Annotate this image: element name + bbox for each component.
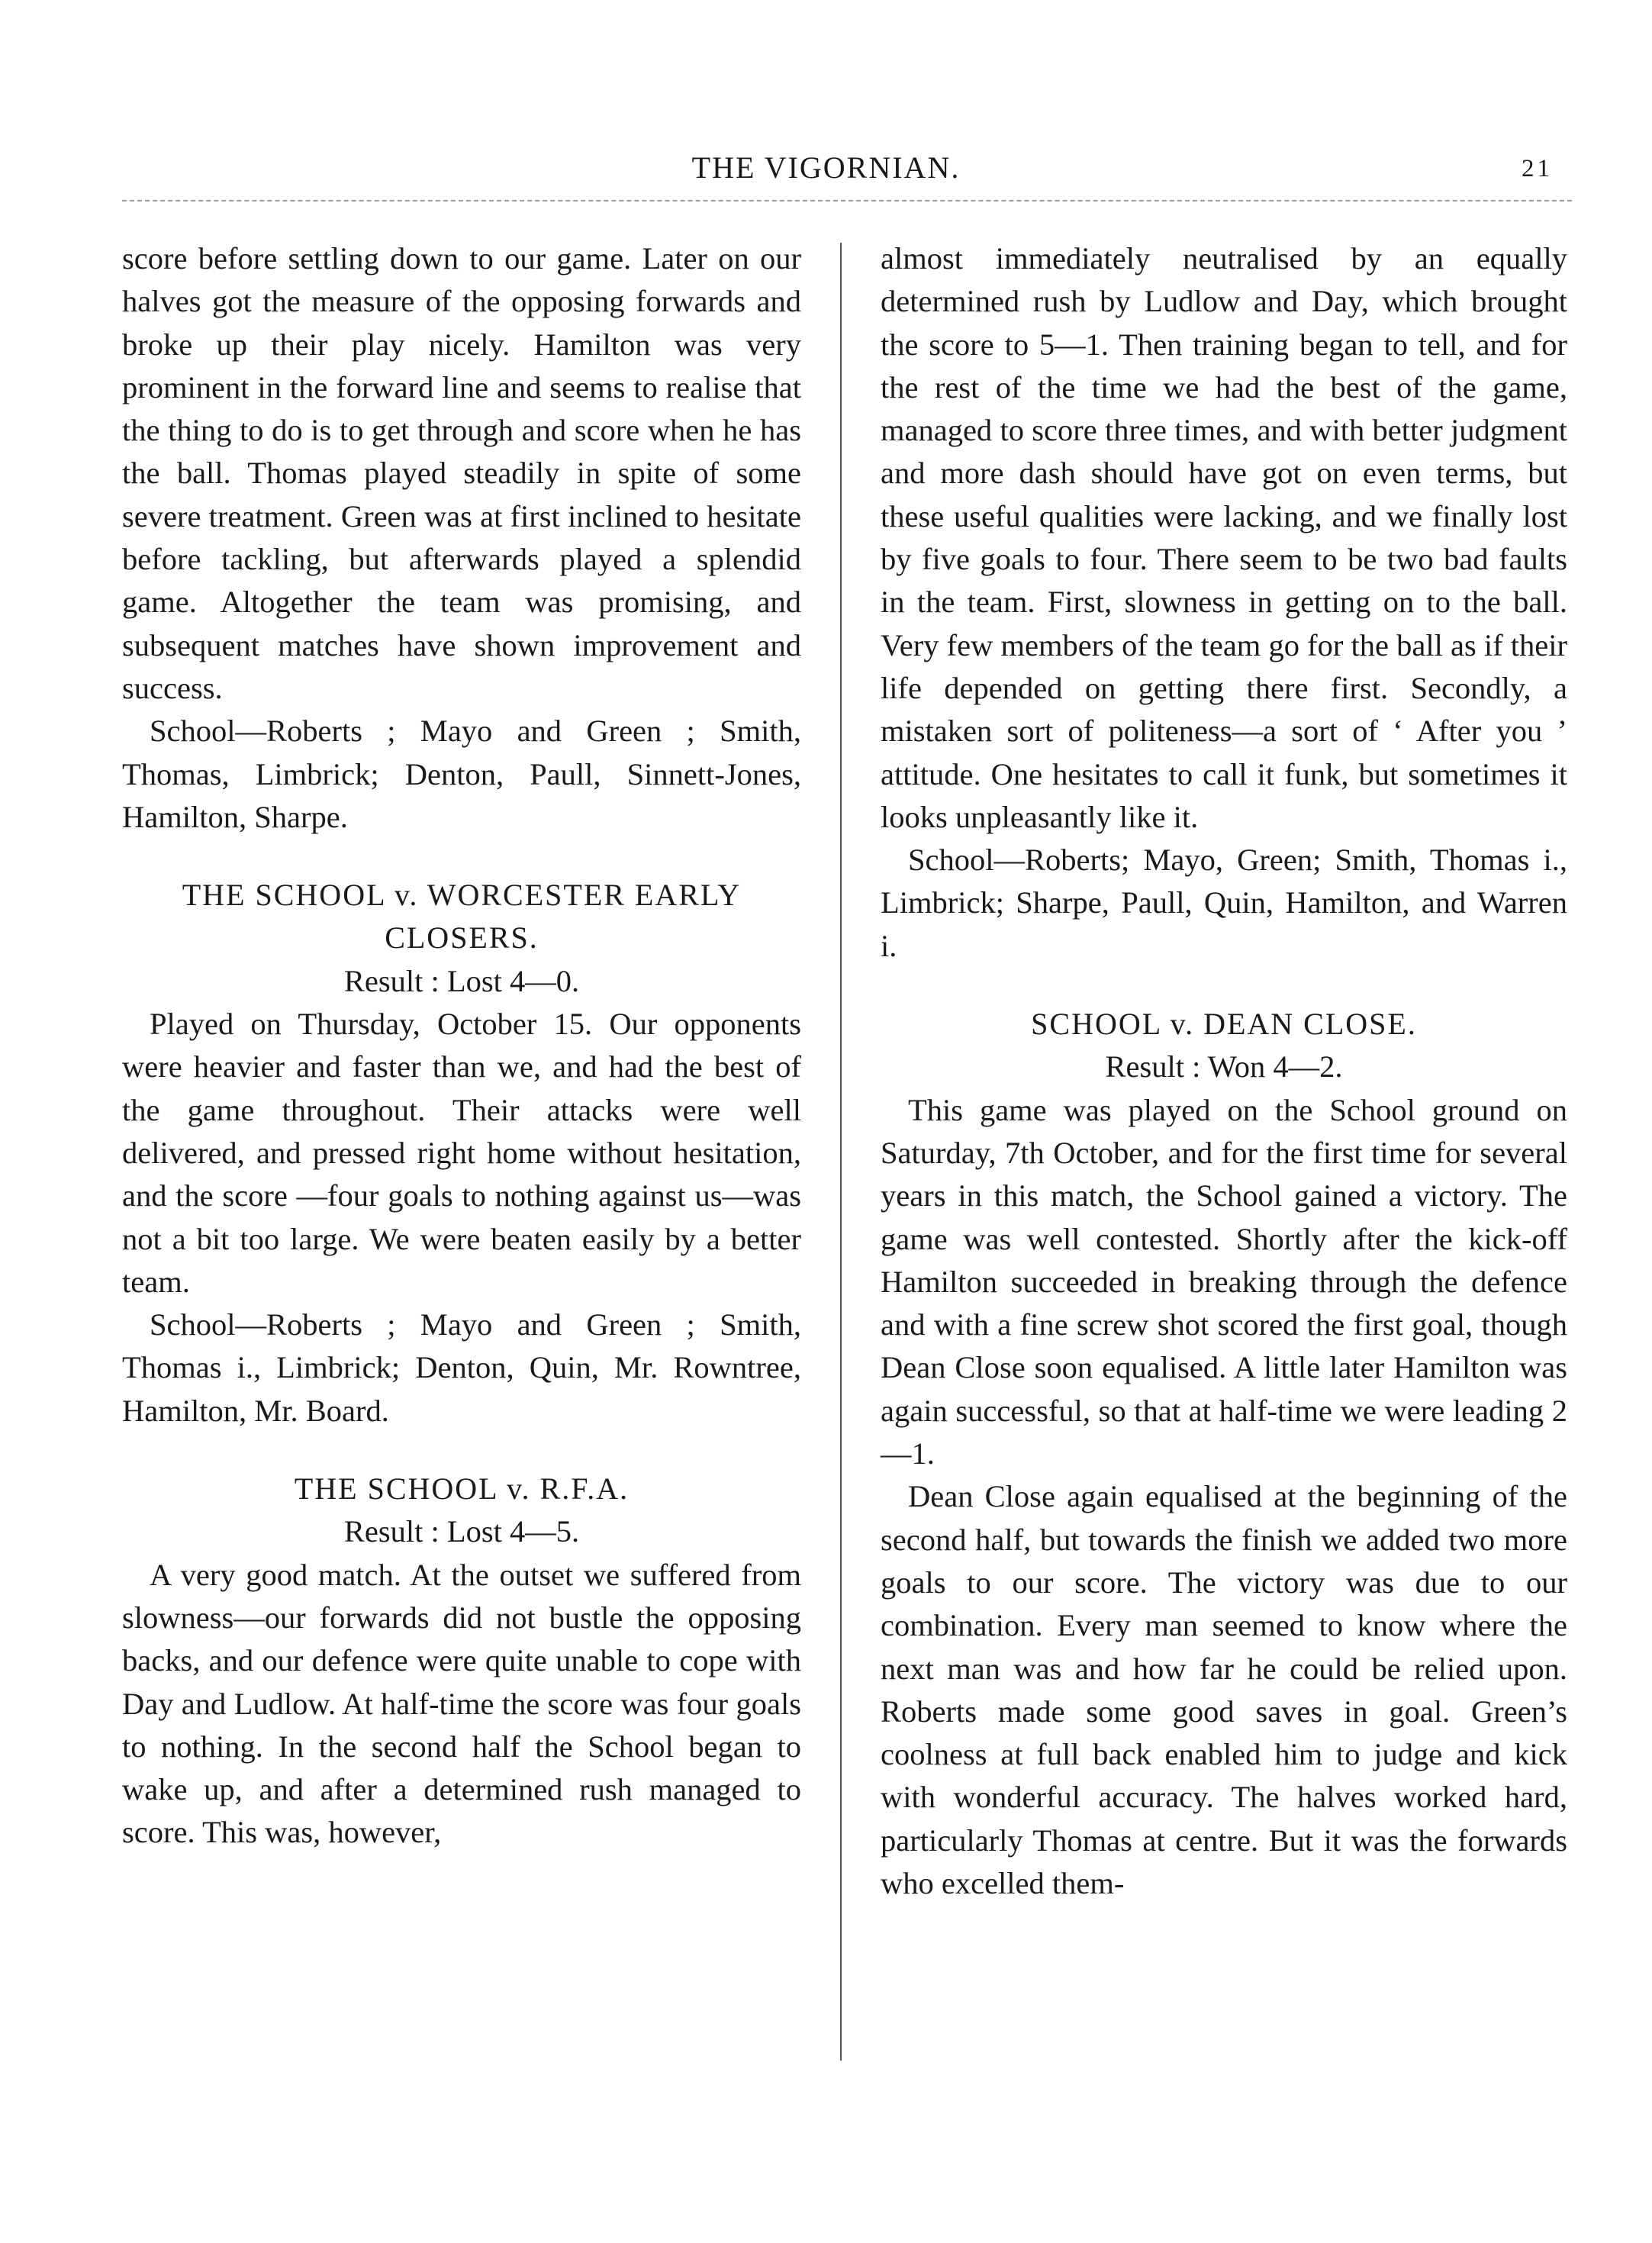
- paragraph: Played on Thursday, October 15. Our opponents were heavier and faster than we, and had the best of the game throughout. Their attacks were well delivered, and pressed right home without hesitation, and the score —four goals to nothing against us—was not a bit too large. We were beaten easily by a better team.: [122, 1007, 801, 1299]
- match-result: Result : Lost 4—0.: [343, 963, 580, 998]
- paragraph: almost immediately neutralised by an equally determined rush by Ludlow and Day, which brought the score to 5—1. Then training began to tell, and for the rest of the time we had the best of the game, managed to score three times, and with better judgment and more dash should have got on even terms, but these useful qualities were lacking, and we finally lost by five goals to four. There seem to be two bad faults in the team. First, slowness in getting on to the ball. Very few members of the team go for the ball as if their life depended on getting there first. Secondly, a mistaken sort of politeness—a sort of ‘ After you ’ attitude. One hesitates to call it funk, but sometimes it looks unpleasantly like it.: [881, 241, 1567, 834]
- paragraph: A very good match. At the outset we suffered from slowness—our forwards did not bustle the opposing backs, and our defence were quite unable to cope with Day and Ludlow. At half-time the score was four goals to nothing. In the second half the School began to wake up, and after a determined rush managed to score. This was, however,: [122, 1557, 801, 1850]
- team-list: School—Roberts ; Mayo and Green ; Smith, Thomas, Limbrick; Denton, Paull, Sinnett-Jones, Hamilton, Sharpe.: [122, 714, 801, 834]
- column-divider: [840, 243, 842, 2061]
- team-list: School—Roberts ; Mayo and Green ; Smith, Thomas i., Limbrick; Denton, Quin, Mr. Rowntree, Hamilton, Mr. Board.: [122, 1307, 801, 1428]
- header-rule: [122, 200, 1572, 201]
- match-heading: THE SCHOOL v. WORCESTER EARLY CLOSERS.: [182, 878, 742, 956]
- left-column: [122, 237, 801, 1855]
- paragraph: score before settling down to our game. Later on our halves got the measure of the opposing forwards and broke up their play nicely. Hamilton was very prominent in the forward line and seems to realise that the thing to do is to get through and score when he has the ball. Thomas played steadily in spite of some severe treatment. Green was at first inclined to hesitate before tackling, but afterwards played a splendid game. Altogether the team was promising, and subsequent matches have shown improvement and success.: [122, 241, 801, 705]
- right-column: [881, 237, 1567, 1905]
- match-heading: SCHOOL v. DEAN CLOSE.: [1031, 1007, 1417, 1042]
- match-heading: THE SCHOOL v. R.F.A.: [294, 1471, 630, 1507]
- match-result: Result : Won 4—2.: [1105, 1049, 1343, 1084]
- page-number: 21: [1522, 155, 1553, 182]
- team-list: School—Roberts; Mayo, Green; Smith, Thomas i., Limbrick; Sharpe, Paull, Quin, Hamilton, and Warren i.: [881, 843, 1567, 963]
- paragraph: Dean Close again equalised at the beginning of the second half, but towards the finish we added two more goals to our score. The victory was due to our combination. Every man seemed to know where the next man was and how far he could be relied upon. Roberts made some good saves in goal. Green’s coolness at full back enabled him to judge and kick with wonderful accuracy. The halves worked hard, particularly Thomas at centre. But it was the forwards who excelled them-: [881, 1479, 1567, 1900]
- paragraph: This game was played on the School ground on Saturday, 7th October, and for the first time for several years in this match, the School gained a victory. The game was well contested. Shortly after the kick-off Hamilton succeeded in breaking through the defence and with a fine screw shot scored the first goal, though Dean Close soon equalised. A little later Hamilton was again successful, so that at half-time we were leading 2—1.: [881, 1092, 1567, 1471]
- running-head: THE VIGORNIAN.: [691, 150, 961, 185]
- match-result: Result : Lost 4—5.: [343, 1514, 580, 1549]
